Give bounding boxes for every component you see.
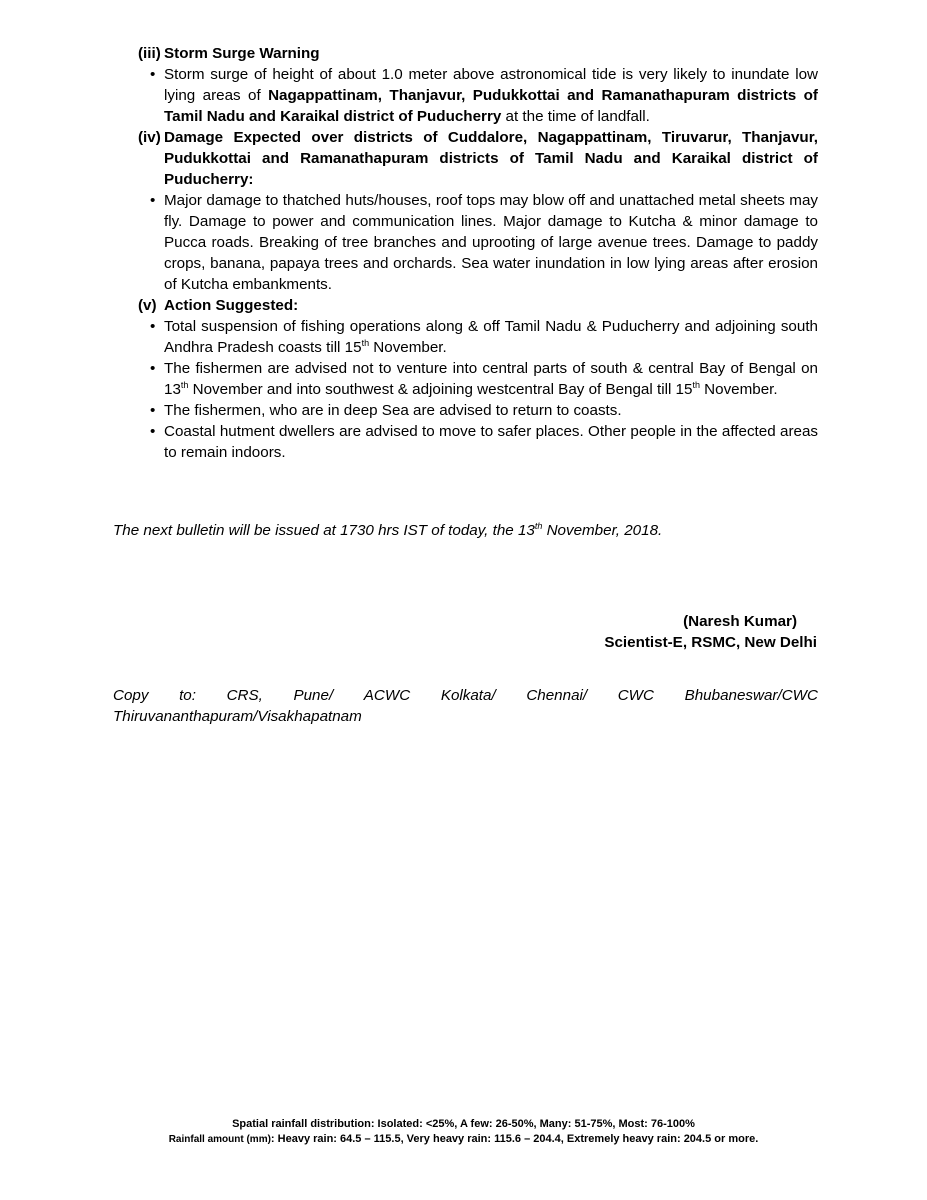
list-item [138, 358, 818, 400]
storm-surge-list [138, 64, 818, 127]
footer-rainfall-label: Rainfall amount (mm) [168, 1134, 271, 1145]
bullet-icon: • [150, 402, 156, 419]
copy-word: ACWC [363, 687, 411, 704]
bullet-icon: • [150, 192, 156, 209]
storm-surge-number: (iii) [138, 45, 161, 62]
copy-to-line-2: Thiruvananthapuram/Visakhapatnam [113, 708, 362, 725]
ordinal-suffix: th [534, 521, 543, 531]
storm-surge-districts: Nagappattinam, Thanjavur, Pudukkottai and Ramanathapuram districts of Tamil Nadu and Karaikal district of Puducherry [164, 87, 818, 125]
copy-to-line-1 [113, 685, 818, 706]
action-list [138, 316, 818, 463]
bulletin-text: The next bulletin will be issued at 1730 hrs IST of today, the 13 [113, 522, 535, 539]
copy-word: Bhubaneswar/CWC [684, 687, 818, 704]
footer-rainfall-distribution: Spatial rainfall distribution: Isolated: <25%, A few: 26-50%, Many: 51-75%, Most: 76-100% [232, 1118, 695, 1130]
action-title: Action Suggested: [164, 297, 299, 314]
next-bulletin-note [113, 520, 818, 541]
footer-rainfall-amount [0, 1132, 927, 1147]
copy-word: Pune/ [293, 687, 334, 704]
list-item [138, 421, 818, 463]
ordinal-suffix: th [361, 338, 370, 348]
bullet-icon: • [150, 423, 156, 440]
copy-word: Copy [113, 687, 149, 704]
action-text-1: Total suspension of fishing operations along & off Tamil Nadu & Puducherry and adjoining south Andhra Pradesh coasts till 15 [164, 318, 818, 356]
action-text-2-mid: November and into southwest & adjoining westcentral Bay of Bengal till 15 [188, 381, 693, 398]
storm-surge-title: Storm Surge Warning [164, 45, 320, 62]
ordinal-suffix: th [180, 380, 189, 390]
list-item [138, 64, 818, 127]
list-item [138, 400, 818, 421]
damage-title: Damage Expected over districts of Cuddalore, Nagappattinam, Tiruvarur, Thanjavur, Pudukkottai and Ramanathapuram districts of Tamil Nadu and Karaikal district of Puducherry: [164, 129, 818, 188]
signatory-name: (Naresh Kumar) [683, 613, 797, 630]
action-text-2-end: November. [699, 381, 778, 398]
action-section [138, 295, 818, 463]
storm-surge-heading [138, 43, 818, 64]
action-text-2: The fishermen are advised not to venture into central parts of south & central Bay of Bengal on 13 [164, 360, 818, 398]
damage-section [138, 127, 818, 295]
ordinal-suffix: th [692, 380, 700, 390]
copy-word: CWC [617, 687, 654, 704]
copy-word: to: [179, 687, 196, 704]
list-item [138, 190, 818, 295]
damage-heading [138, 127, 818, 190]
copy-word: Kolkata/ [440, 687, 496, 704]
bullet-icon: • [150, 66, 156, 83]
action-text-3: The fishermen, who are in deep Sea are advised to return to coasts. [164, 402, 622, 419]
signature-block [604, 611, 817, 653]
storm-surge-text: Storm surge of height of about 1.0 meter above astronomical tide is very likely to inundate low lying areas of [164, 66, 818, 104]
copy-word: CRS, [226, 687, 263, 704]
signatory-designation: Scientist-E, RSMC, New Delhi [604, 634, 817, 651]
damage-number: (iv) [138, 129, 161, 146]
storm-surge-text-end: at the time of landfall. [501, 108, 650, 125]
storm-surge-section [138, 43, 818, 127]
action-text-4: Coastal hutment dwellers are advised to move to safer places. Other people in the affected areas to remain indoors. [164, 423, 818, 461]
copy-to-block [113, 685, 818, 727]
bulletin-text-end: November, 2018. [542, 522, 663, 539]
bullet-icon: • [150, 318, 156, 335]
list-item [138, 316, 818, 358]
damage-list [138, 190, 818, 295]
footer-rainfall-text: : Heavy rain: 64.5 – 115.5, Very heavy rain: 115.6 – 204.4, Extremely heavy rain: 204.5 or more. [270, 1133, 759, 1145]
action-text-1-end: November. [369, 339, 447, 356]
bullet-icon: • [150, 360, 156, 377]
damage-text: Major damage to thatched huts/houses, roof tops may blow off and unattached metal sheets may fly. Damage to power and communication lines. Major damage to Kutcha & minor damage to Pucca roads. Breaking of tree branches and uprooting of large avenue trees. Damage to paddy crops, banana, papaya trees and orchards. Sea water inundation in low lying areas after erosion of Kutcha embankments. [164, 192, 818, 293]
copy-word: Chennai/ [526, 687, 588, 704]
action-number: (v) [138, 297, 157, 314]
action-heading [138, 295, 818, 316]
